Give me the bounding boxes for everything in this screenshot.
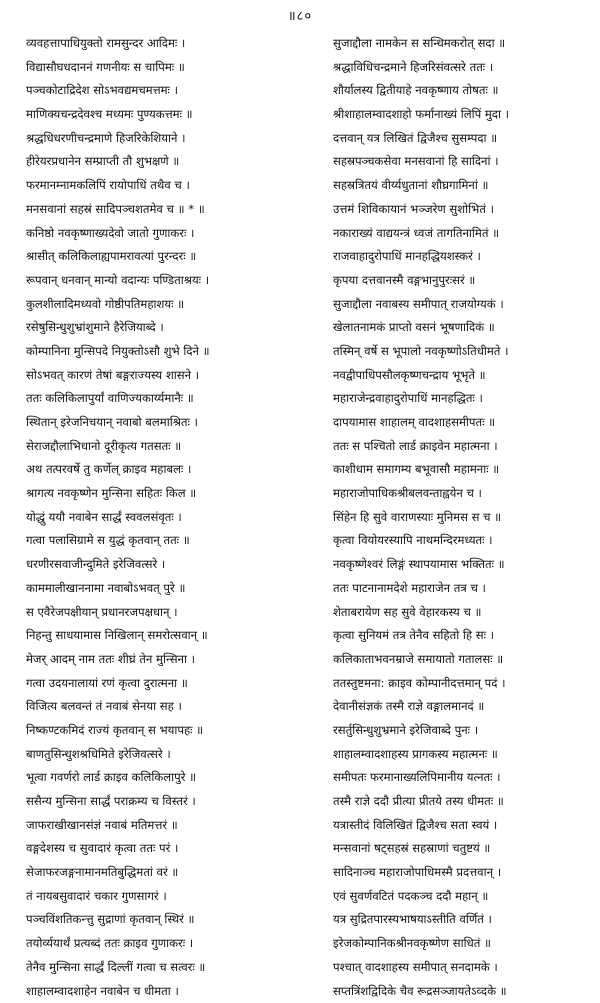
verse-line: कोम्पानिना मुन्सिपदे नियुक्तोऽसौ शुभे दिने ॥ — [26, 340, 292, 364]
verse-line: एवं सुवर्णवटितं पदकञ्च ददौ महान् ॥ — [333, 885, 588, 909]
verse-line: यत्रास्तीदं विलिखितं द्विजैश्च सता स्वयं । — [333, 814, 588, 838]
verse-line: समीपतः फरमानाख्यलिपिमानीय यत्नतः । — [333, 766, 588, 790]
verse-line: मनसवानां सहस्रं सादिपञ्चशतमेव च ॥ * ॥ — [26, 198, 292, 222]
verse-line: ततस्तुष्टमना: क्राइव कोम्पानीदत्तमान् पदं । — [333, 672, 588, 696]
verse-line: पश्चात् वादशाहस्य समीपात् सनदामके । — [333, 956, 588, 980]
right-column — [333, 32, 588, 1003]
verse-line: विद्यासौघधदाननं गणनीयः स चापिमः ॥ — [26, 56, 292, 80]
verse-line: मेजर् आदम् नाम ततः शीघ्रं तेन मुन्सिना । — [26, 648, 292, 672]
verse-line: ततः कलिकिलापुर्यां वाणिज्यकार्य्यमानैः ॥ — [26, 387, 292, 411]
verse-line: कनिष्ठो नवकृष्णाख्यदेवो जातो गुणाकरः । — [26, 222, 292, 246]
verse-line: स एवैरेजपक्षीयान् प्रधानरजपक्षधान् । — [26, 601, 292, 625]
verse-line: गत्वा उदयनालायां रणं कृत्वा दुरात्मना ॥ — [26, 672, 292, 696]
left-column — [26, 32, 292, 1003]
verse-line: रसेषुसिन्धुशुभ्रांशुमाने हैरेजियाब्दे । — [26, 316, 292, 340]
verse-line: विजित्य बलवन्तं तं नवाबं सेनया सह । — [26, 695, 292, 719]
verse-line: खेलातनामकं प्राप्तो वसनं भूषणादिकं ॥ — [333, 316, 588, 340]
verse-line: गत्वा पलासिग्रामे स युद्धं कृतवान् ततः ॥ — [26, 529, 292, 553]
verse-line: माणिक्यचन्द्रदेवश्च मध्यमः पुण्यकत्तमः ॥ — [26, 103, 292, 127]
verse-line: इरेजकोम्पानिकश्रीनवकृष्णेण साधितं ॥ — [333, 932, 588, 956]
verse-line: सहस्रत्रितयं वीर्य्यधुतानां शौघ्रगामिनां ॥ — [333, 174, 588, 198]
verse-line: तस्मै राज्ञे ददौ प्रीत्या प्रीतये तस्य धीमतः ॥ — [333, 790, 588, 814]
verse-line: तस्मिन् वर्षे स भूपालो नवकृष्णोऽतिधीमते । — [333, 340, 588, 364]
verse-line: निहन्तु साधयामास निखिलान् समरोत्सवान् ॥ — [26, 624, 292, 648]
verse-line: तयोर्व्ययार्थं प्रत्यब्दं ततः क्राइव गुणाकरः । — [26, 932, 292, 956]
verse-line: तेनैव मुन्सिना सार्द्धं दिल्लीं गत्वा च सत्वरः ॥ — [26, 956, 292, 980]
verse-line: श्रागत्य नवकृष्णेन मुन्सिना सहितः किल ॥ — [26, 482, 292, 506]
verse-line: सुजाद्दौला नामकेन स सन्धिमकरोत् सदा ॥ — [333, 32, 588, 56]
verse-line: कृत्वा वियोयरस्यापि नाथमन्दिरमध्यतः । — [333, 529, 588, 553]
verse-line: ततः स पश्चितो लार्ड क्राइवेन महात्मना । — [333, 435, 588, 459]
verse-line: दापयामास शाहालम् वादशाहसमीपतः ॥ — [333, 411, 588, 435]
verse-line: कृपया दत्तवानस्मै वङ्गभानुपुरःसरं ॥ — [333, 269, 588, 293]
verse-line: योद्धुं ययौ नवाबेन सार्द्धं स्ववलसंवृतः । — [26, 506, 292, 530]
verse-line: उत्तमं शिविकायानं भञ्जरेण सुशोभितं । — [333, 198, 588, 222]
verse-line: शेताबरायेण सह सुवे वेहारकस्य च ॥ — [333, 601, 588, 625]
verse-line: राजवाहादुरोपाधिं मानहद्धियशस्करं । — [333, 245, 588, 269]
verse-line: यत्र सुद्रितपारस्यभाषयाऽस्तीति वर्णितं । — [333, 908, 588, 932]
verse-line: स्थितान् इरेजनिचयान् नवाबो बलमाश्रितः । — [26, 411, 292, 435]
verse-line: सेराजद्दौलाभिधानो दूरीकृत्य गतसतः ॥ — [26, 435, 292, 459]
verse-line: कलिकाताभवनम्राजे समायातो गतालसः ॥ — [333, 648, 588, 672]
verse-line: सप्तत्रिंशद्विदिके चैव रूद्रसञ्जायतेऽव्दके ॥ — [333, 980, 588, 1003]
verse-line: निष्कण्टकमिदं राज्यं कृतवान् स भयापहः ॥ — [26, 719, 292, 743]
verse-line: नवकृष्णेश्वरं लिङ्गं स्थापयामास भक्तितः ॥ — [333, 553, 588, 577]
verse-line: ततः पाटनानामदेशे महाराजेन तत्र च । — [333, 577, 588, 601]
verse-line: फरमानम्नामकलिपिं रायोपाधिं तथैव च । — [26, 174, 292, 198]
verse-line: श्रीशाहालम्वादशाहो फर्मानाख्यं लिपिं मुदा । — [333, 103, 588, 127]
verse-line: पञ्चविंशतिकन्त्तु सुद्राणां कृतवान् स्थिरं ॥ — [26, 908, 292, 932]
verse-line: कृत्वा सुनियमं तत्र तेनैव सहितो हि सः । — [333, 624, 588, 648]
verse-line: श्रासीत् कलिकिलाह्यपामरावत्यां पुरन्दरः ॥ — [26, 245, 292, 269]
verse-line: महाराजेन्द्रवाहादुरोपाधिं मानहद्धितः । — [333, 387, 588, 411]
verse-line: व्यवहत्तापाधियुक्तो रामसुन्दर आदिमः । — [26, 32, 292, 56]
verse-line: नवद्वीपाधिपसौलकृष्णचन्द्राय भूभृते ॥ — [333, 364, 588, 388]
verse-line: शौर्यालस्य द्वितीयाहे नवकृष्णाय तोषतः ॥ — [333, 79, 588, 103]
verse-line: धरणीरसवाजीन्दुमिते इरेजिवत्सरे । — [26, 553, 292, 577]
verse-line: बाणतुसिन्धुशश्रधिमिते इरेजिवत्सरे । — [26, 743, 292, 767]
verse-line: वङ्गदेशस्य च सुवादारं कृत्वा ततः परं । — [26, 837, 292, 861]
verse-line: महाराजोपाधिकश्रीबलवन्ताह्वयेन च । — [333, 482, 588, 506]
verse-line: पञ्चकोटाद्रिदेश सोऽभवद्यमचमत्तमः । — [26, 79, 292, 103]
verse-line: भूत्वा गवर्णरो लार्ड क्राइव कलिकिलापुरे ॥ — [26, 766, 292, 790]
verse-line: शाहालम्वादशाहस्य प्रागकस्य महात्मनः ॥ — [333, 743, 588, 767]
verse-line: कुलशीलादिमध्यवो गोष्ठीपतिमहाशयः ॥ — [26, 293, 292, 317]
verse-line: सोऽभवत् कारणं तेषां बङ्गराज्यस्य शासने । — [26, 364, 292, 388]
verse-line: रसर्तुसिन्धुशुभ्रमाने इरेजिवाब्दे पुनः । — [333, 719, 588, 743]
verse-line: सेजाफरजङ्गनामानमतिबुद्धिमतां वरं ॥ — [26, 861, 292, 885]
verse-line: शाहालम्वादशाहेन नवाबेन च धीमता । — [26, 980, 292, 1003]
page-number: ॥८० — [0, 6, 600, 24]
verse-line: मन्सवानां षट्सहस्रं सहस्राणां चतुष्टयं ॥ — [333, 837, 588, 861]
verse-line: सुजाद्दौला नवाबस्य समीपात् राजयोग्यकं । — [333, 293, 588, 317]
verse-line: काशीधाम समागम्य बभूवासौ महामनाः ॥ — [333, 458, 588, 482]
verse-line: काममालीखाननामा नवाबोऽभवत् पुरे ॥ — [26, 577, 292, 601]
verse-line: रूपवान् धनवान् मान्यो वदान्यः पण्डिताश्रयः । — [26, 269, 292, 293]
verse-line: सहस्रपञ्चकसेवा मनसवानां हि सादिनां । — [333, 150, 588, 174]
verse-line: ससैन्य मुन्सिना सार्द्धं पराक्रम्य च विस्तरं । — [26, 790, 292, 814]
verse-line: देवानीसंज्ञकं तस्मै राज्ञे वङ्गालमानदं ॥ — [333, 695, 588, 719]
verse-line: हीरेयरप्रधानेन सम्प्राप्ती तौ शुभक्षणे ॥ — [26, 150, 292, 174]
verse-line: श्रद्धधिधरणीचन्द्रमाणे हिजरिकेशियाने । — [26, 127, 292, 151]
verse-line: जाफराखीखानसंज्ञं नवाबं मतिमत्तरं ॥ — [26, 814, 292, 838]
verse-line: सादिनाञ्च महाराजोपाधिमस्मै प्रदत्तवान् । — [333, 861, 588, 885]
verse-line: तं नायबसुवादारं चकार गुणसागरं । — [26, 885, 292, 909]
verse-line: दत्तवान् यत्र लिखितं द्विजैश्च सुसम्पदा ॥ — [333, 127, 588, 151]
verse-line: अथ तत्परवर्षे तु कर्णेल् क्राइव महाबलः । — [26, 458, 292, 482]
verse-line: नकाराख्यं वाद्ययन्त्रं ध्वजं तागतिनामितं ॥ — [333, 222, 588, 246]
verse-line: श्रद्धाविधिचन्द्रमाने हिजरिसंवत्सरे ततः । — [333, 56, 588, 80]
verse-line: सिंहेन हि सुवे वाराणस्याः मुनिमस स च ॥ — [333, 506, 588, 530]
